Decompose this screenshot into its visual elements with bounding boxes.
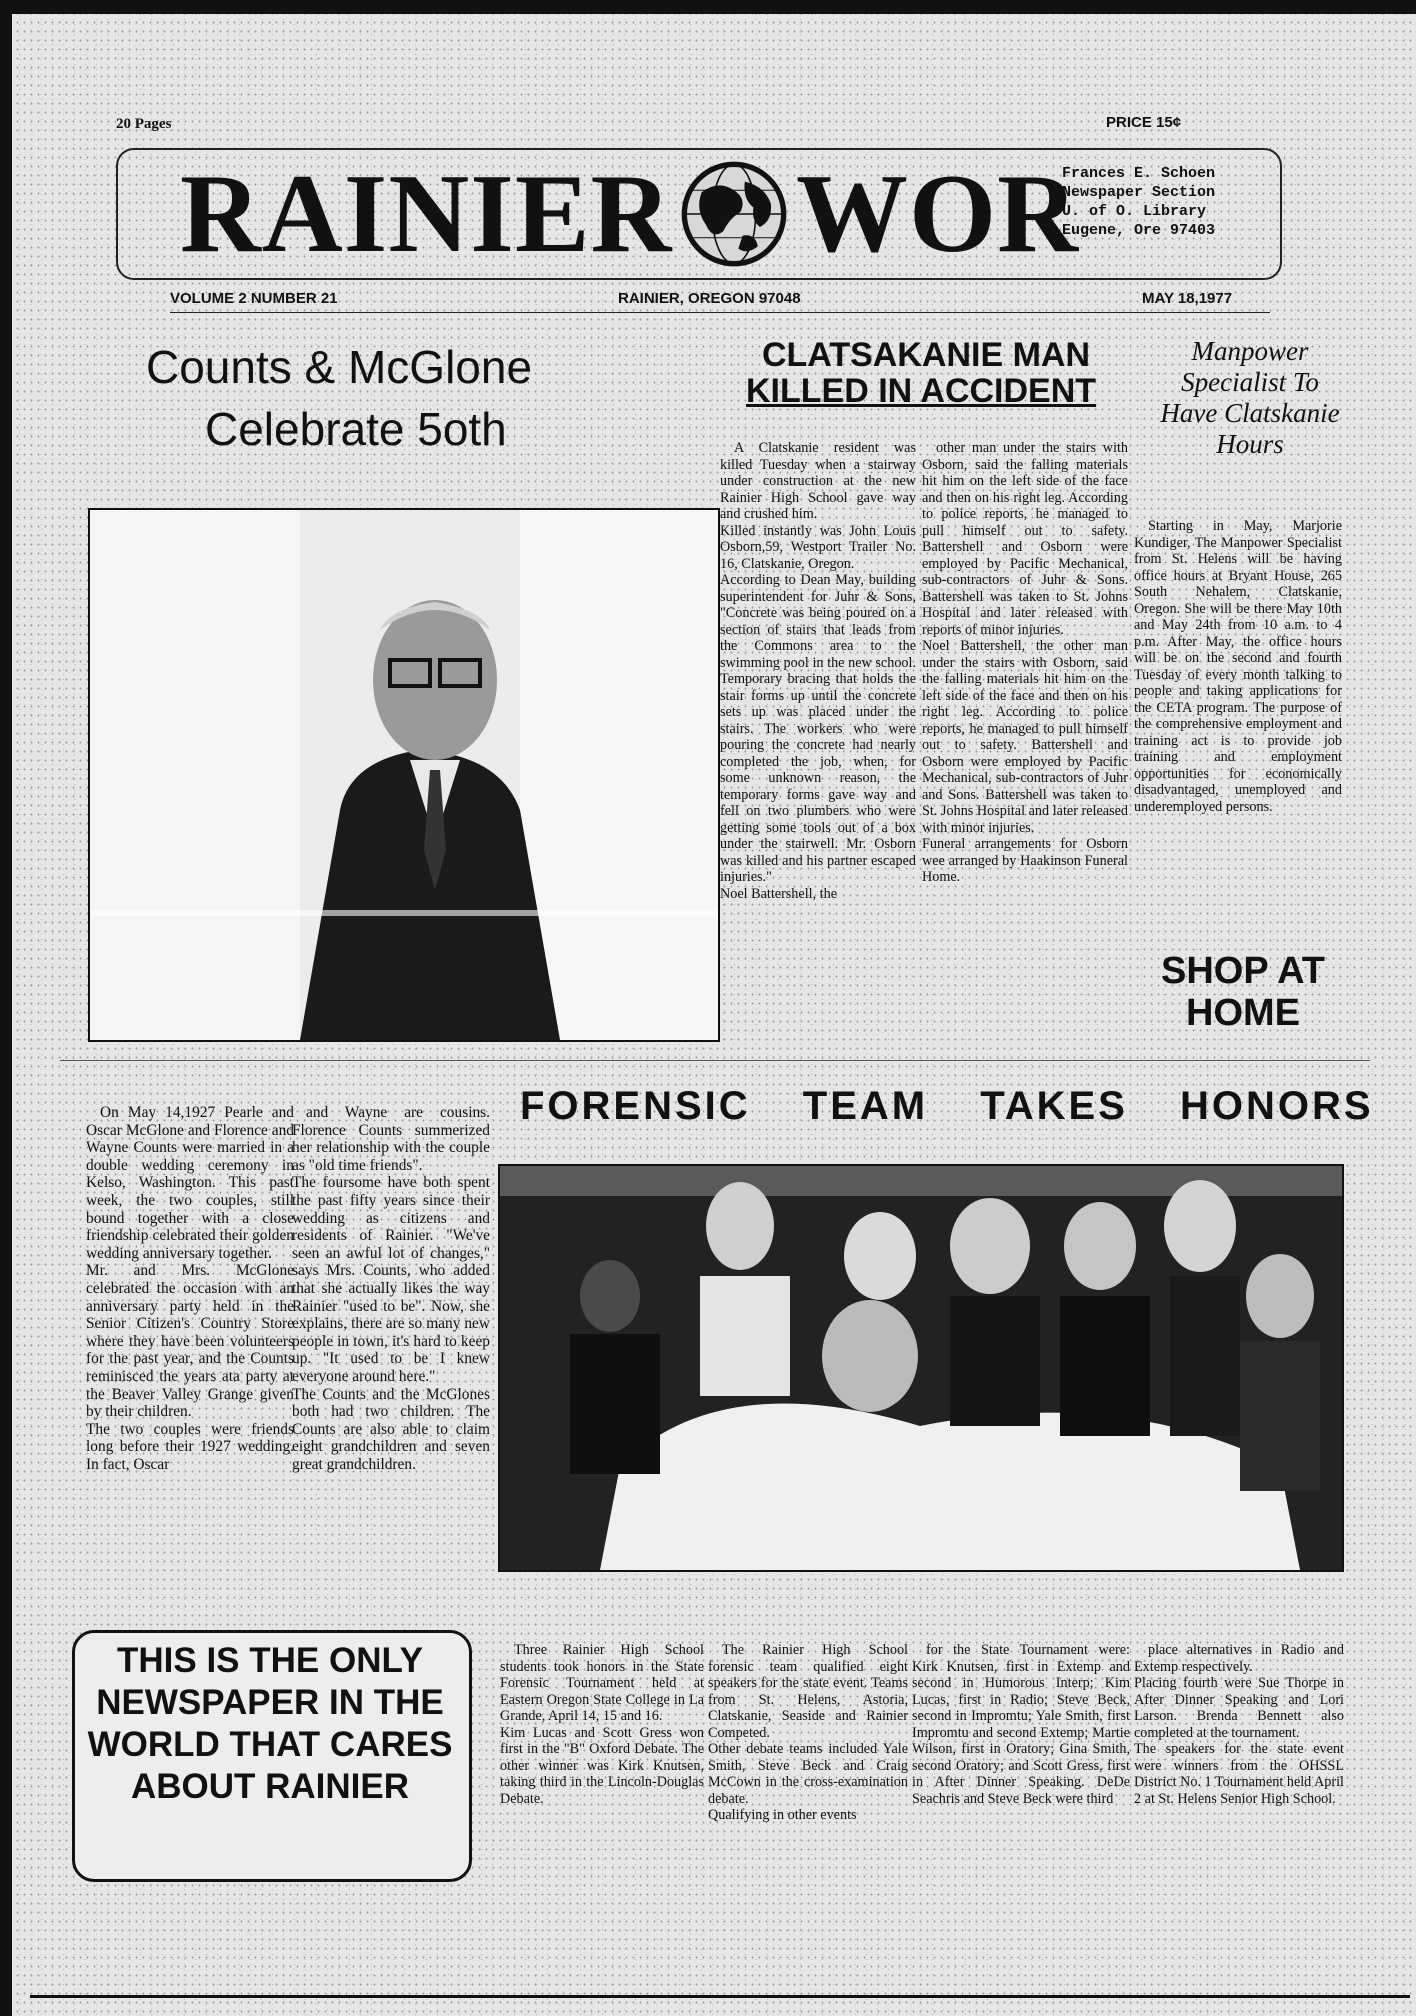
section-divider [60,1060,1370,1061]
forensic-team-photo [498,1164,1344,1572]
accident-headline-line2: KILLED IN ACCIDENT [746,372,1097,410]
dateline-rule [170,312,1270,313]
masthead-title-left: RAINIER [180,152,673,276]
forensic-column-4 [1134,1642,1344,1809]
forensic-column-1 [500,1642,704,1809]
portrait-photo-image [90,510,718,1040]
forensic-column-2 [708,1642,908,1826]
counts-headline-line2: Celebrate 5oth [205,403,507,455]
accident-headline-line1: CLATSAKANIE MAN [762,336,1091,374]
accident-column-2 [922,440,1128,888]
counts-column-1 [86,1104,294,1475]
counts-headline-line1: Counts & McGlone [146,341,533,393]
accident-column-1-text: A Clatskanie resident was killed Tuesday when a stairway under construction at the new Rainier High School gave way and crushed him. Killed instantly was John Louis Osborn,59, Westport Trailer No. 16, Clatskanie, Oregon. According to Dean May, building superintendent for Juhr & Sons, "Concrete was being poured on a section of stairs that leads from the Commons area to the swimming pool in the new school. Temporary bracing that holds the stair forms up until the concrete sets up was placed under the stairs. The workers who were pouring the concrete had nearly completed the job, when, for some unknown reason, the temporary forms gave way and fell on two plumbers who were getting some tools out of a box under the stairwell. Mr. Osborn was killed and his partner escaped injuries." Noel Battershell, the [720,440,916,902]
price: PRICE 15¢ [1106,114,1182,131]
forensic-column-1-text: Three Rainier High School students took honors in the State Forensic Tournament held at Eastern Oregon State College in La Grande, April 14, 15 and 16. Kim Lucas and Scott Gress won first in the "B" Oxford Debate. The other winner was Kirk Knutsen, taking third in the Lincoln-Douglas Debate. [500,1642,704,1807]
accident-column-2-text: other man under the stairs with Osborn, said the falling materials hit him on the left side of the face and then on his right leg. According to police reports, he managed to pull himself out to safety. Battershell and Osborn were employed by Pacific Mechanical, sub-contractors of Juhr & Sons. Battershell was taken to St. Johns Hospital and later released with reports of minor injuries. Noel Battershell, the other man under the stairs with Osborn, said the falling materials hit him on the left side of the face and then on his right leg. According to police reports, he managed to pull himself out to safety. Battershell and Osborn were employed by Pacific Mechanical, sub-contractors of Juhr and Sons. Battershell was taken to St. Johns Hospital and later released with minor injuries. Funeral arrangements for Osborn wee arranged by Haakinson Funeral Home. [922,440,1128,885]
masthead-title-right: WOR [796,152,1079,276]
forensic-headline: FORENSIC TEAM TAKES HONORS [520,1084,1374,1128]
volume-number: VOLUME 2 NUMBER 21 [170,290,338,307]
manpower-body: Starting in May, Marjorie Kundiger, The Manpower Specialist from St. Helens will be having office hours at Bryant House, 265 South Nehalem, Clatskanie, Oregon. She will be there May 10th and May 24th from 10 a.m. to 4 p.m. After May, the office hours will be on the second and fourth Tuesday of every month talking to people and taking applications for the CETA program. The purpose of the comprehensive employment and training act is to provide job training and employment opportunities for economically disadvantaged, unemployed and underemployed persons. [1134,518,1342,815]
scan-top-edge [0,0,1416,14]
counts-column-2 [292,1104,490,1475]
dateline-location: RAINIER, OREGON 97048 [618,290,801,307]
forensic-column-4-text: place alternatives in Radio and Extemp respectively. Placing fourth were Sue Thorpe in After Dinner Speaking and Lori Larson. Brenda Bennett also completed at the tournament. The speakers for the state event were winners from the OHSSL District No. 1 Tournament held April 2 at St. Helens Senior High School. [1134,1642,1344,1807]
manpower-headline: Manpower Specialist To Have Clatskanie Hours [1160,336,1340,459]
portrait-photo [88,508,720,1042]
issue-date: MAY 18,1977 [1142,290,1233,307]
forensic-column-3-text: for the State Tournament were: Kirk Knutsen, first in Extemp and second in Humorous Interp; Kim Lucas, first in Radio; Steve Beck, second in Impromtu; Yale Smith, first Impromtu and second Extemp; Martie Wilson, first in Oratory; Gina Smith, second Oratory; and Scott Gress, first in After Dinner Speaking. DeDe Seachris and Steve Beck were third [912,1642,1130,1807]
mailing-address: Frances E. Schoen Newspaper Section U. of O. Library Eugene, Ore 97403 [1062,165,1216,239]
manpower-column [1134,518,1342,817]
counts-column-2-text: and Wayne are cousins. Florence Counts summerized her relationship with the couple as "old time friends". The foursome have both spent the past fifty years since their wedding as citizens and residents of Rainier. "We've seen an awful lot of changes," says Mrs. Counts, who added that she actually likes the way Rainier "used to be". Now, she explains, there are so many new people in town, it's hard to keep up. "It used to be I knew everyone around here." The Counts and the McGlones both had two children. The Counts are also able to claim eight grandchildren and seven great grandchildren. [292,1104,490,1473]
bottom-rule [30,1995,1410,1998]
counts-column-1-text: On May 14,1927 Pearle and Oscar McGlone and Florence and Wayne Counts were married in a double wedding ceremony in Kelso, Washington. This past week, the two couples, still bound together with a close friendship celebrated their golden wedding anniversary together. Mr. and Mrs. McGlone celebrated the occasion with an anniversary party held in the Senior Citizen's Country Store where they have been volunteers for the past year, and the Counts reminisced the years ata party at the Beaver Valley Grange given by their children. The two couples were friends long before their 1927 wedding. In fact, Oscar [86,1104,294,1473]
accident-column-1 [720,440,916,904]
page-count: 20 Pages [116,116,172,132]
shop-at-home-notice: SHOP AT HOME [1161,950,1325,1034]
scan-left-edge [0,0,12,2016]
promo-text: THIS IS THE ONLY NEWSPAPER IN THE WORLD THAT CARES ABOUT RAINIER [87,1641,453,1806]
forensic-column-3 [912,1642,1130,1809]
forensic-column-2-text: The Rainier High School forensic team qualified eight speakers for the state event. Teams from St. Helens, Astoria, Clatskanie, Seaside and Rainier Competed. Other debate teams included Yale Smith, Steve Beck and Craig McCown in the cross-examination debate. Qualifying in other events [708,1642,908,1823]
globe-icon [680,160,788,268]
forensic-team-photo-image [500,1166,1342,1570]
